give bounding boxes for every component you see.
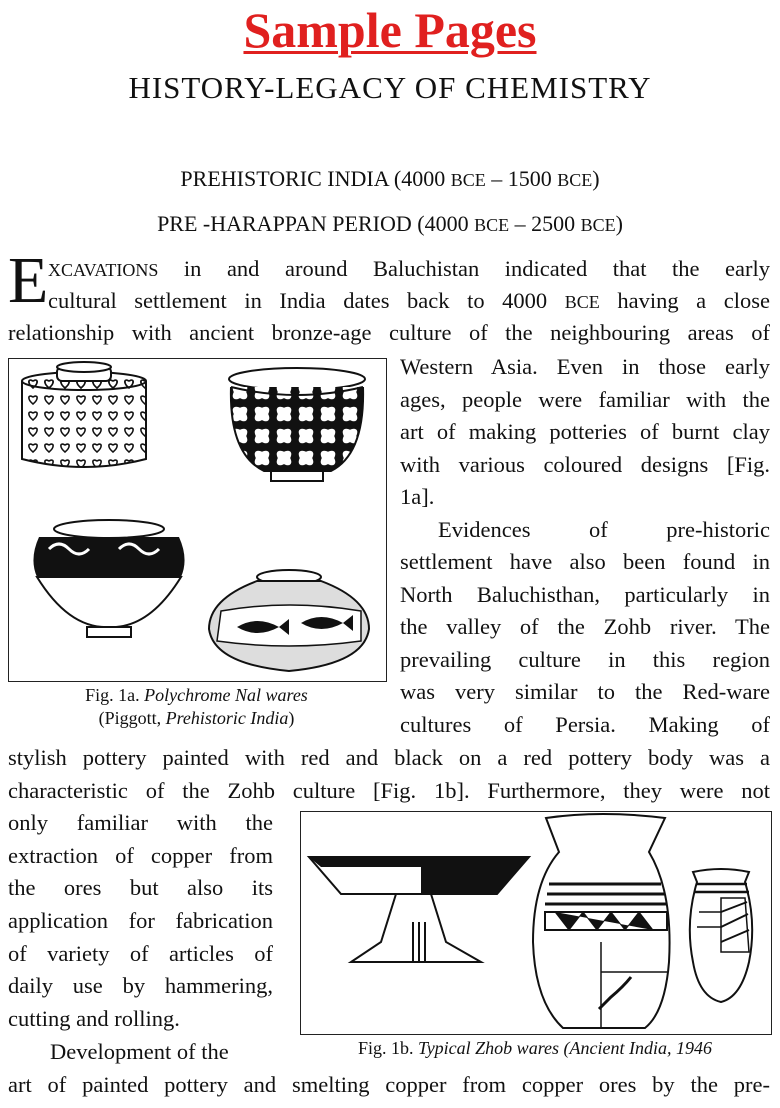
body-line: only familiar with the (8, 810, 273, 835)
figure-1a-caption: Fig. 1a. Polychrome Nal wares (85, 685, 308, 705)
book-title: HISTORY-LEGACY OF CHEMISTRY (128, 70, 652, 105)
body-line: 1a]. (400, 484, 435, 509)
diamond-bowl-drawing (229, 368, 365, 481)
body-line: of variety of articles of (8, 941, 273, 966)
body-line: the ores but also its (8, 875, 273, 900)
body-line: XCAVATIONS in and around Baluchistan indicated that the early (48, 256, 770, 281)
figure-1b-caption: Fig. 1b. Typical Zhob wares (Ancient India, 1946 (358, 1038, 712, 1058)
body-line: cutting and rolling. (8, 1006, 180, 1031)
body-line: ages, people were familiar with the (400, 387, 770, 412)
fish-jar-drawing (209, 570, 369, 671)
zhob-wares-illustration (301, 812, 771, 1034)
pedestal-bowl-drawing (309, 857, 529, 962)
figure-1b (300, 811, 772, 1035)
body-line: prevailing culture in this region (400, 647, 770, 672)
body-line: settlement have also been found in (400, 549, 770, 574)
figure-1a (8, 358, 387, 682)
sample-pages-banner: Sample Pages (243, 2, 537, 58)
body-line: relationship with ancient bronze-age culture of the neighbouring areas of (8, 320, 770, 345)
small-jar-drawing (690, 869, 752, 1002)
body-line: was very similar to the Red-ware (400, 679, 770, 704)
heading-pre-harappan: PRE -HARAPPAN PERIOD (4000 BCE – 2500 BCE) (157, 211, 623, 236)
body-line: cultures of Persia. Making of (400, 712, 770, 737)
body-line: North Baluchisthan, particularly in (400, 582, 770, 607)
wide-bowl-drawing (33, 520, 184, 637)
body-line: daily use by hammering, (8, 973, 273, 998)
heading-prehistoric-india: PREHISTORIC INDIA (4000 BCE – 1500 BCE) (180, 166, 600, 191)
tall-vase-drawing (533, 814, 670, 1028)
body-line: extraction of copper from (8, 843, 273, 868)
body-line: art of making potteries of burnt clay (400, 419, 770, 444)
nal-wares-illustration (9, 359, 386, 681)
body-line: application for fabrication (8, 908, 273, 933)
lidded-pot-drawing (22, 362, 146, 467)
body-line: Western Asia. Even in those early (400, 354, 770, 379)
body-line: the valley of the Zohb river. The (400, 614, 770, 639)
body-line: characteristic of the Zohb culture [Fig. 1b]. Furthermore, they were not (8, 778, 770, 803)
body-line: Development of the (50, 1039, 229, 1064)
body-line: with various coloured designs [Fig. (400, 452, 770, 477)
body-line: stylish pottery painted with red and black on a red pottery body was a (8, 745, 770, 770)
body-line: Evidences of pre-historic (438, 517, 770, 542)
body-line: art of painted pottery and smelting copper from copper ores by the pre- (8, 1072, 770, 1097)
body-line: cultural settlement in India dates back to 4000 BCE having a close (48, 288, 770, 313)
figure-1a-credit: (Piggott, Prehistoric India) (98, 708, 295, 728)
drop-cap: E (8, 244, 49, 317)
